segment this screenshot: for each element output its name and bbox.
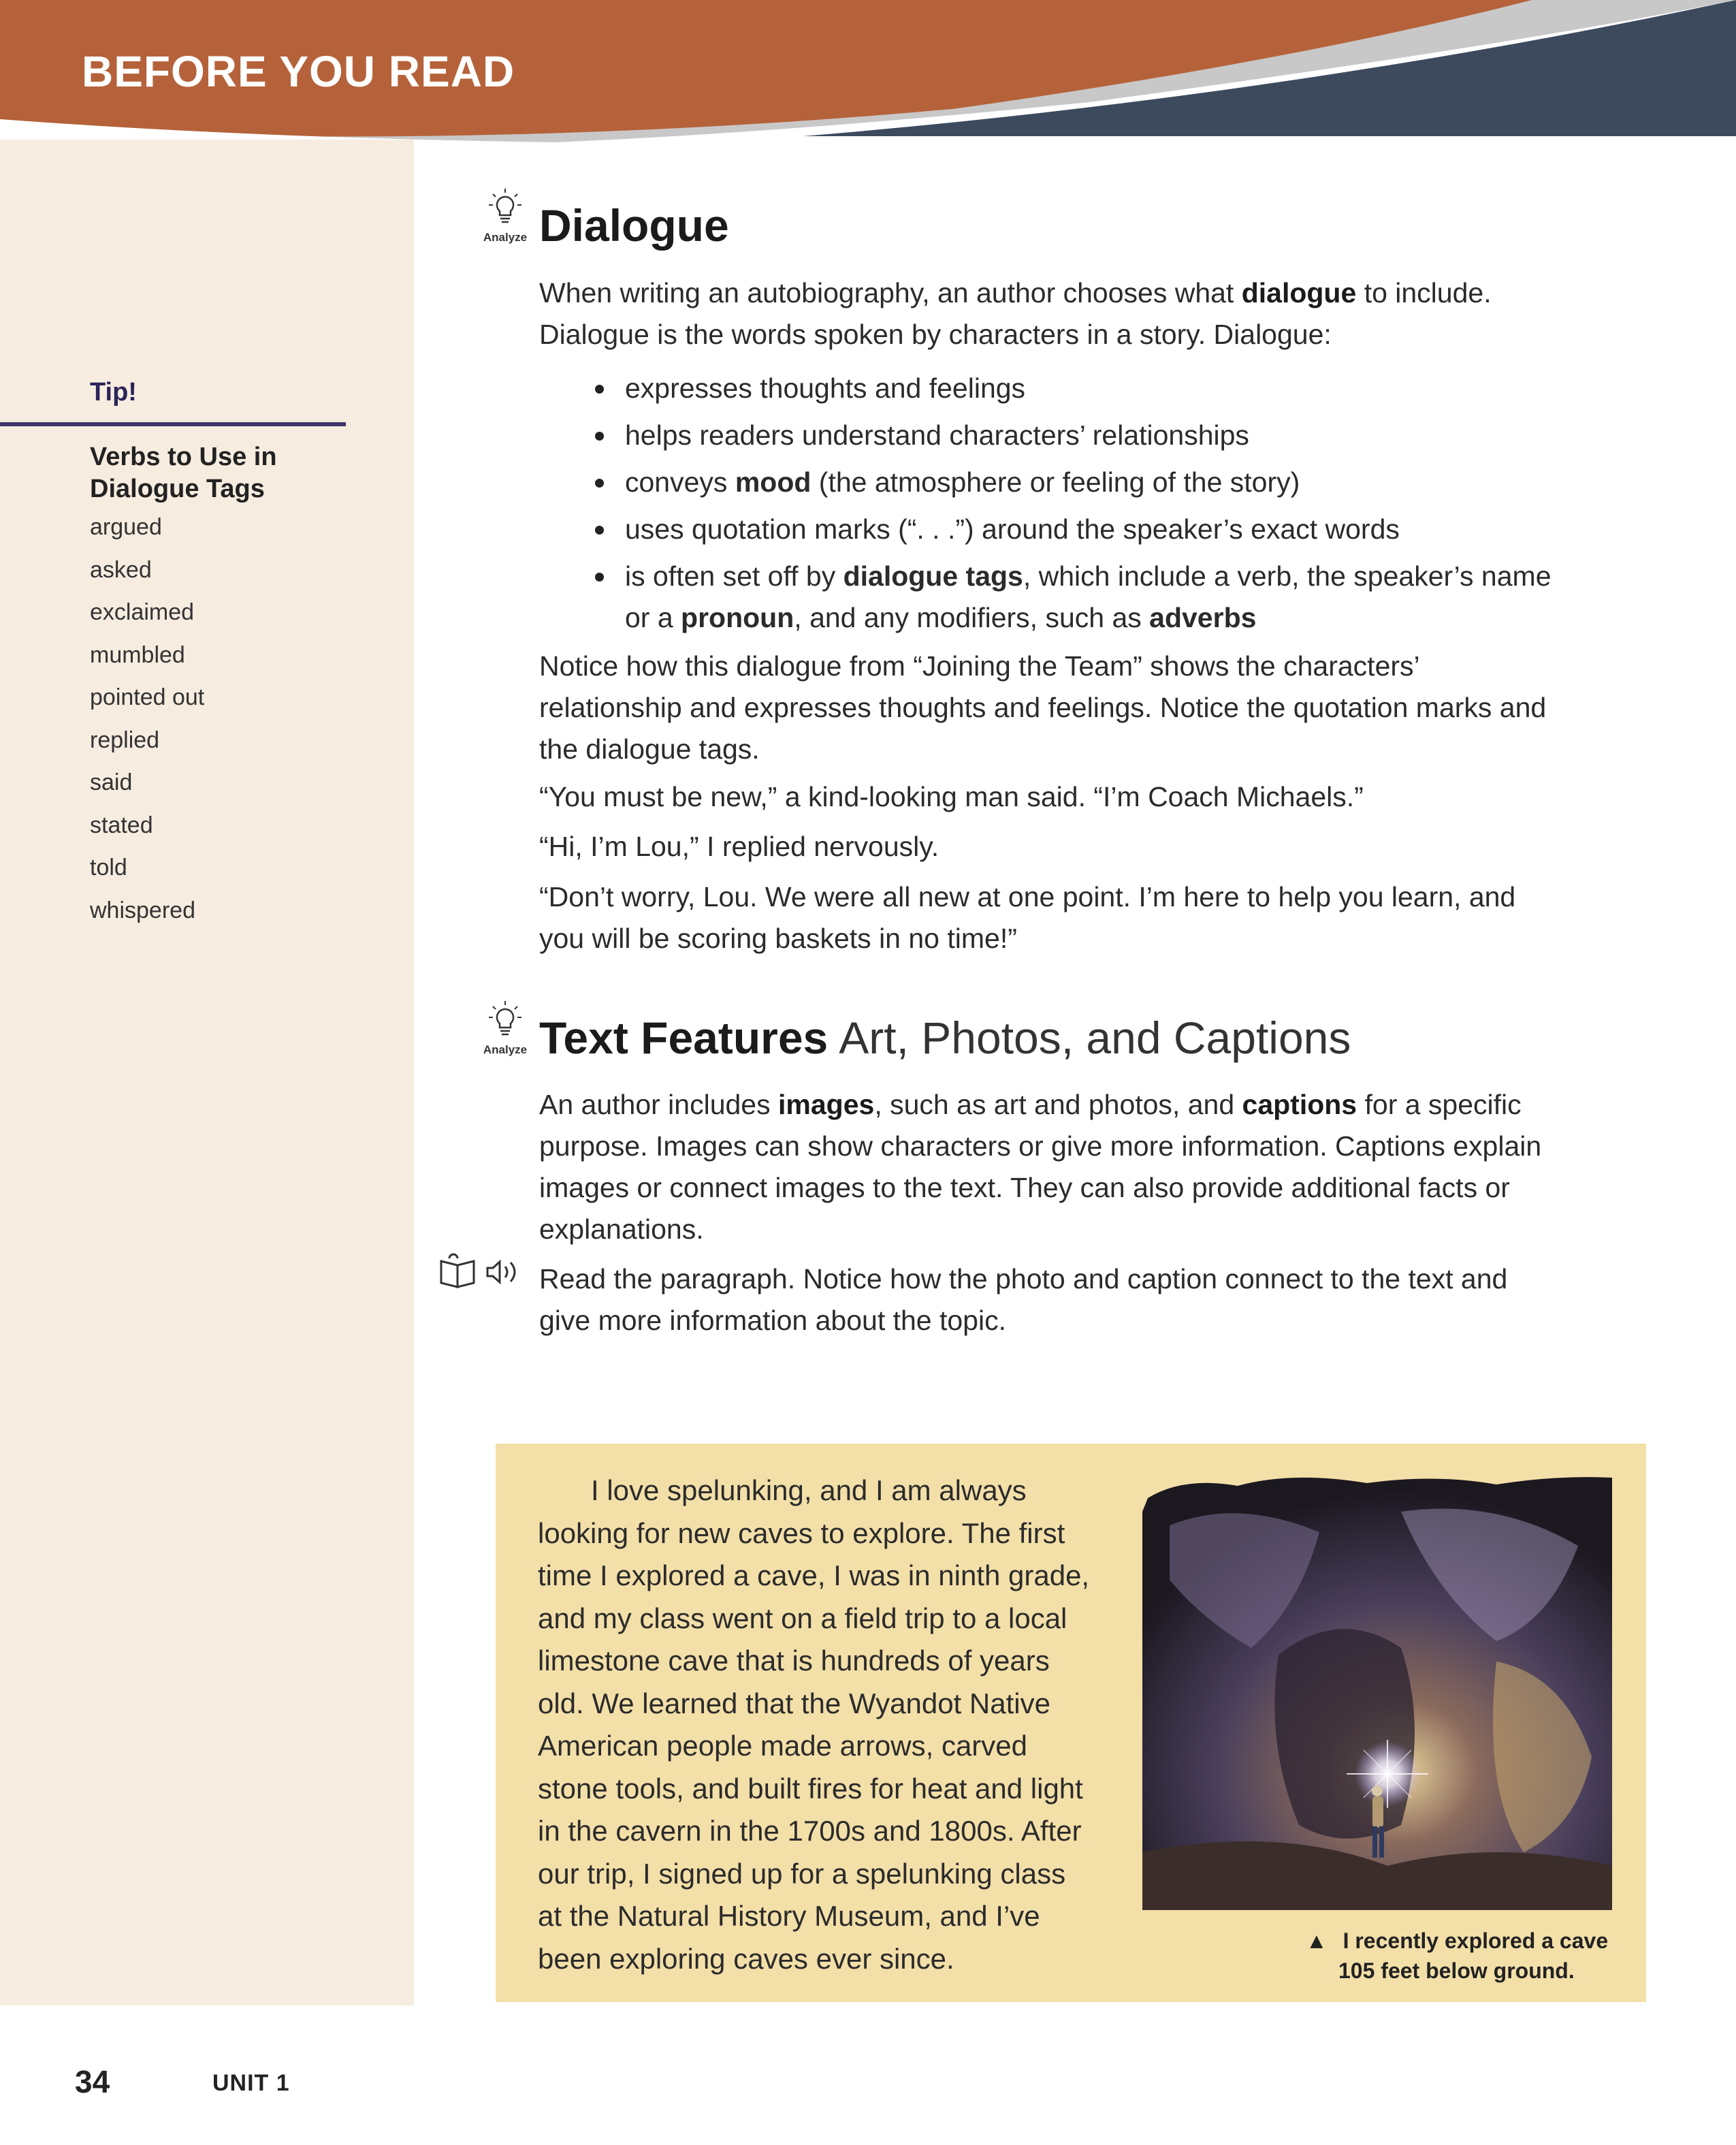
- tip-heading: Verbs to Use in Dialogue Tags: [90, 443, 277, 503]
- paragraph-text: for a specific purpose. Images can show characters or give more information. Captions explain images or connect images to the text. They can also provide additional facts or explanations.: [539, 1089, 1542, 1245]
- text-features-subtitle: Art, Photos, and Captions: [839, 1013, 1351, 1063]
- term-pronoun: pronoun: [681, 602, 794, 633]
- dialogue-intro-text: to include. Dialogue is the words spoken by characters in a story. Dialogue:: [539, 277, 1492, 350]
- dialogue-heading: [539, 200, 729, 251]
- bullet-text: is often set off by: [625, 560, 843, 592]
- dialogue-intro-text: When writing an autobiography, an author chooses what: [539, 277, 1242, 308]
- bullet-item: [585, 462, 1552, 503]
- photo-caption: [1306, 1926, 1626, 1986]
- term-adverbs: adverbs: [1149, 602, 1257, 633]
- paragraph-text: An author includes: [539, 1089, 779, 1120]
- dialogue-title: Dialogue: [539, 200, 729, 251]
- bullet-text: , and any modifiers, such as: [794, 602, 1150, 633]
- verb-item: said: [90, 769, 133, 795]
- tip-sidebar: [0, 140, 414, 2005]
- tip-divider: [0, 422, 346, 426]
- term-dialogue-tags: dialogue tags: [843, 560, 1023, 592]
- dialogue-bullet-list: [585, 368, 1552, 644]
- dialogue-quote: “Don’t worry, Lou. We were all new at one point. I’m here to help you learn, and you will be scoring baskets in no time!”: [539, 881, 1516, 954]
- text-features-title: Text Features: [539, 1013, 829, 1063]
- cave-photo: [1142, 1471, 1612, 1910]
- read-aloud-icon[interactable]: [437, 1252, 526, 1292]
- term-images: images: [778, 1089, 875, 1120]
- dialogue-notice-paragraph: Notice how this dialogue from “Joining the Team” shows the characters’ relationship and expresses thoughts and feelings. Notice the quotation marks and the dialogue tags.: [539, 650, 1547, 765]
- bullet-item: [585, 509, 1552, 550]
- analyze-label: Analyze: [483, 1043, 528, 1056]
- page-number: 34: [75, 2064, 110, 2099]
- verb-item: exclaimed: [90, 599, 195, 625]
- text-features-paragraph: [539, 1084, 1554, 1250]
- verb-item: whispered: [90, 897, 195, 923]
- caption-line: 105 feet below ground.: [1338, 1958, 1575, 1983]
- tip-title: Tip!: [90, 378, 137, 407]
- analyze-lightbulb-icon: [478, 1000, 532, 1061]
- bullet-text: uses quotation marks (“. . .”) around the speaker’s exact words: [625, 513, 1400, 545]
- banner-title: BEFORE YOU READ: [82, 47, 515, 96]
- verb-item: mumbled: [90, 641, 185, 668]
- read-paragraph-instruction: Read the paragraph. Notice how the photo and caption connect to the text and give more information about the topic.: [539, 1263, 1508, 1336]
- verb-item: stated: [90, 812, 153, 838]
- caption-line: I recently explored a cave: [1343, 1928, 1609, 1953]
- bullet-text: , which include a verb, the speaker’s name or a: [625, 560, 1552, 633]
- term-captions: captions: [1242, 1089, 1357, 1120]
- bullet-text: conveys: [625, 466, 735, 498]
- verb-item: asked: [90, 556, 152, 583]
- excerpt-box: [496, 1444, 1646, 2002]
- verb-item: replied: [90, 727, 160, 753]
- paragraph-text: , such as art and photos, and: [874, 1089, 1242, 1120]
- term-dialogue: dialogue: [1241, 277, 1357, 308]
- unit-label: UNIT 1: [212, 2070, 290, 2096]
- verb-list: [90, 511, 204, 936]
- header-banner: [0, 0, 1736, 157]
- verb-item: told: [90, 855, 127, 880]
- verb-item: argued: [90, 514, 162, 540]
- dialogue-intro: [539, 272, 1554, 355]
- text-features-heading: [539, 1012, 1351, 1064]
- bullet-text: expresses thoughts and feelings: [625, 372, 1026, 404]
- excerpt-paragraph: I love spelunking, and I am always looking for new caves to explore. The first time I explored a cave, I was in ninth grade, and my class went on a field trip to a local limestone cave that is hundreds of years old. We learned that the Wyandot Native American people made arrows, carved stone tools, and built fires for heat and light in the cavern in the 1700s and 1800s. After our trip, I signed up for a spelunking class at the Natural History Museum, and I’ve been exploring caves ever since.: [538, 1474, 1090, 1975]
- analyze-lightbulb-icon: [478, 187, 532, 249]
- dialogue-quote: “Hi, I’m Lou,” I replied nervously.: [539, 831, 939, 862]
- caption-triangle-icon: ▲: [1306, 1928, 1328, 1953]
- bullet-item: [585, 415, 1552, 456]
- verb-item: pointed out: [90, 684, 205, 710]
- term-mood: mood: [735, 466, 811, 498]
- bullet-text: (the atmosphere or feeling of the story): [811, 466, 1300, 498]
- bullet-text: helps readers understand characters’ relationships: [625, 419, 1249, 451]
- analyze-label: Analyze: [483, 231, 528, 244]
- bullet-item: [585, 368, 1552, 409]
- bullet-item: [585, 556, 1552, 639]
- dialogue-quote: “You must be new,” a kind-looking man said. “I’m Coach Michaels.”: [539, 781, 1364, 812]
